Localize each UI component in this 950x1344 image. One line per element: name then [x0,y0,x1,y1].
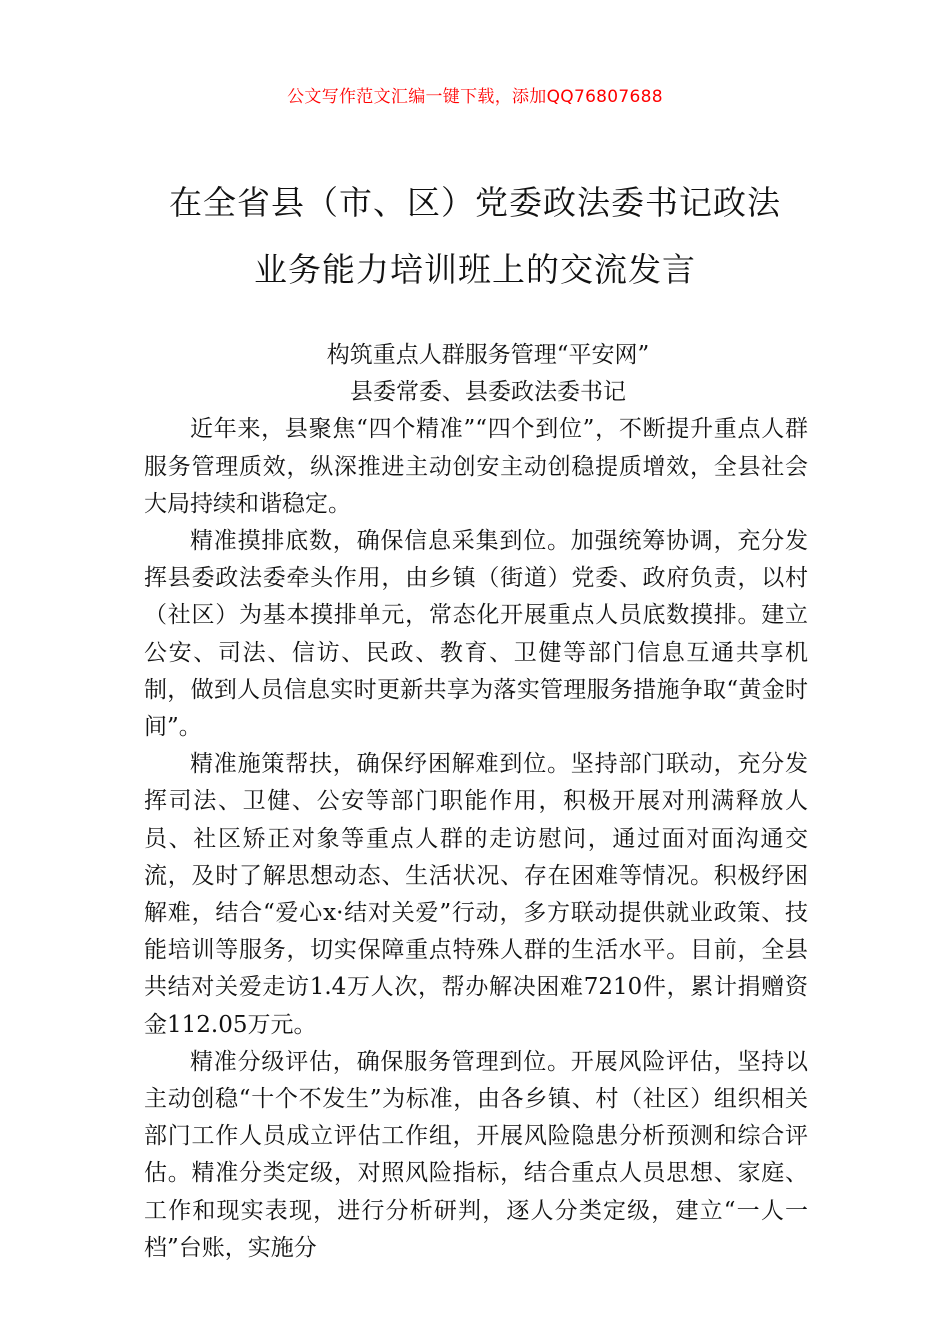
document-body [144,337,808,1267]
download-banner: 公文写作范文汇编一键下载，添加QQ76807688 [287,87,663,107]
paragraph-assistance: 精准施策帮扶，确保纾困解难到位。坚持部门联动，充分发挥司法、卫健、公安等部门职能作用，积极开展对刑满释放人员、社区矫正对象等重点人群的走访慰问，通过面对面沟通交流，及时了解思想动态、生活状况、存在困难等情况。积极纾困解难，结合“爱心x·结对关爱”行动，多方联动提供就业政策、技能培训等服务，切实保障重点特殊人群的生活水平。目前，全县共结对关爱走访1.4万人次，帮办解决困难7210件，累计捐赠资金112.05万元。 [144,751,808,1038]
speaker-position: 县委常委、县委政法委书记 [350,379,626,406]
document-title-line-1: 在全省县（市、区）党委政法委书记政法 [169,183,781,222]
document-title-line-2: 业务能力培训班上的交流发言 [254,250,696,289]
paragraph-intro: 近年来，县聚焦“四个精准”“四个到位”，不断提升重点人群服务管理质效，纵深推进主动创安主动创稳提质增效，全县社会大局持续和谐稳定。 [144,416,808,517]
speech-subtitle: 构筑重点人群服务管理“平安网” [326,342,650,368]
paragraph-risk-assessment: 精准分级评估，确保服务管理到位。开展风险评估，坚持以主动创稳“十个不发生”为标准，由各乡镇、村（社区）组织相关部门工作人员成立评估工作组，开展风险隐患分析预测和综合评估。精准分类定级，对照风险指标，结合重点人员思想、家庭、工作和现实表现，进行分析研判，逐人分类定级，建立“一人一档”台账，实施分 [144,1048,808,1261]
paragraph-info-collection: 精准摸排底数，确保信息采集到位。加强统筹协调，充分发挥县委政法委牵头作用，由乡镇（街道）党委、政府负责，以村（社区）为基本摸排单元，常态化开展重点人员底数摸排。建立公安、司法、信访、民政、教育、卫健等部门信息互通共享机制，做到人员信息实时更新共享为落实管理服务措施争取“黄金时间”。 [144,528,808,741]
